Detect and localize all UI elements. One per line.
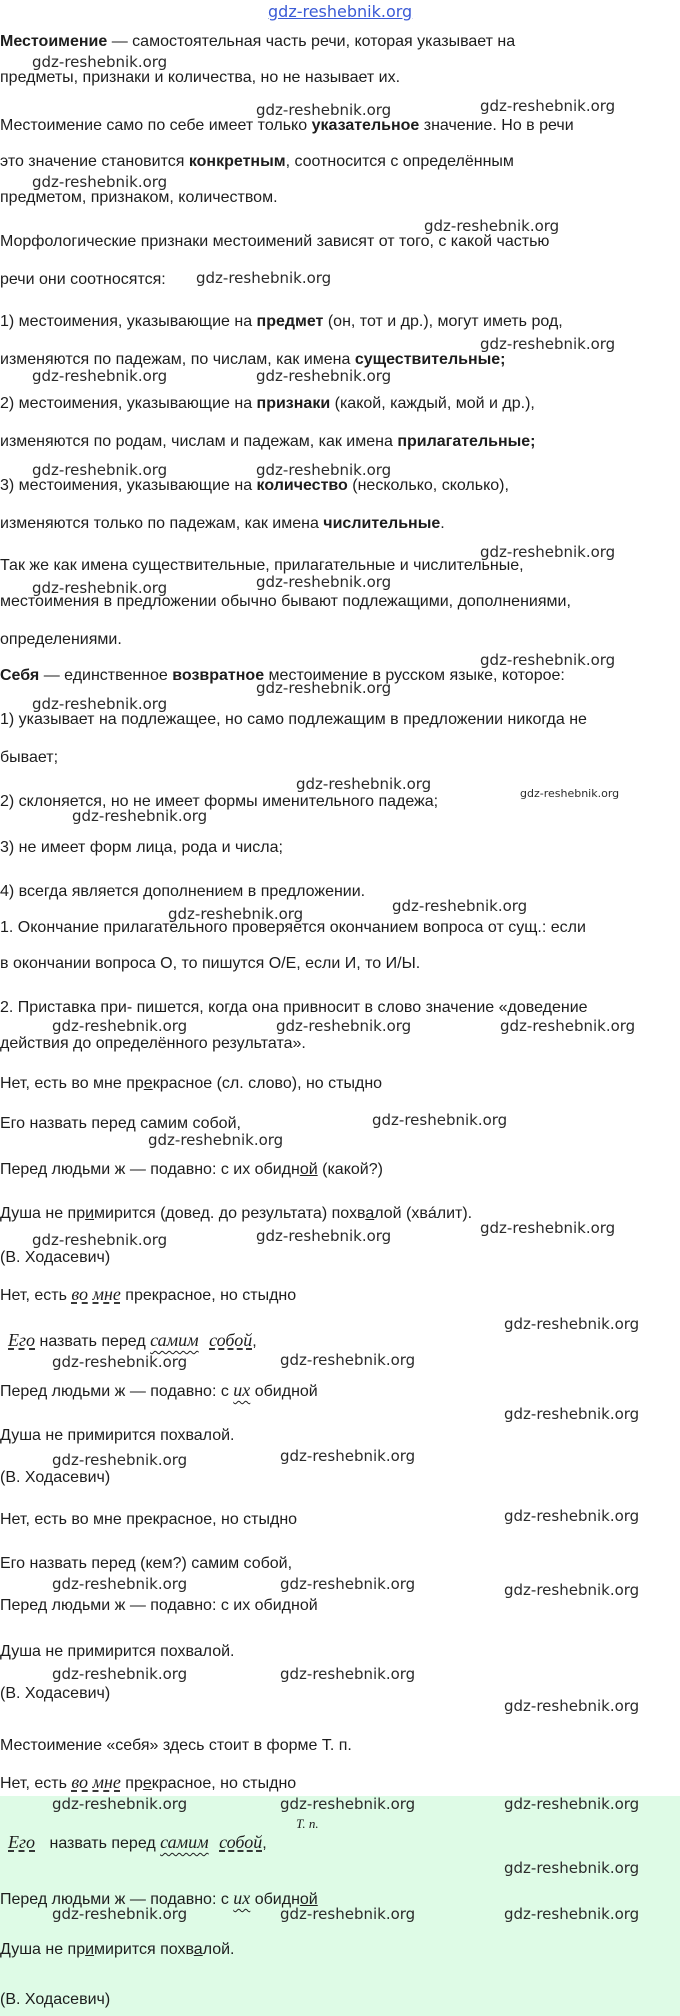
watermark: gdz-reshebnik.org <box>504 1859 640 1877</box>
text-line: изменяются по родам, числам и падежам, как имена прилагательные; <box>0 433 536 450</box>
watermark: gdz-reshebnik.org <box>276 1017 412 1035</box>
watermark: gdz-reshebnik.org <box>32 367 168 385</box>
text-line: предметом, признаком, количеством. <box>0 189 278 206</box>
poem-line: Нет, есть во мне прекрасное, но стыдно <box>0 1511 298 1528</box>
parsed-line: Его назвать перед самим собой, <box>8 1330 257 1350</box>
watermark: gdz-reshebnik.org <box>32 579 168 597</box>
text-line: 3) местоимения, указывающие на количество (несколько, сколько), <box>0 477 509 494</box>
author: (В. Ходасевич) <box>0 1249 111 1266</box>
text-line: 1. Окончание прилагательного проверяется окончанием вопроса от сущ.: если <box>0 919 586 936</box>
watermark: gdz-reshebnik.org <box>280 1447 416 1465</box>
text-line: Местоимение само по себе имеет только указательное значение. Но в речи <box>0 117 574 134</box>
top-watermark-link[interactable]: gdz-reshebnik.org <box>268 2 413 21</box>
case-label: Т. п. <box>296 1816 319 1831</box>
poem-line: Душа не примирится похвалой. <box>0 1643 235 1660</box>
watermark: gdz-reshebnik.org <box>480 335 616 353</box>
parsed-line: Нет, есть во мне прекрасное, но стыдно <box>0 1772 297 1792</box>
text-line: Себя — единственное возвратное местоимение в русском языке, которое: <box>0 667 565 684</box>
text-line: в окончании вопроса О, то пишутся О/Е, если И, то И/Ы. <box>0 955 421 972</box>
parsed-line: Его назвать перед самим собой, <box>8 1832 267 1852</box>
watermark: gdz-reshebnik.org <box>196 269 332 287</box>
text-line: 2. Приставка при- пишется, когда она привносит в слово значение «доведение <box>0 999 588 1016</box>
watermark: gdz-reshebnik.org <box>520 787 620 800</box>
watermark: gdz-reshebnik.org <box>52 1905 188 1923</box>
author: (В. Ходасевич) <box>0 1991 111 2008</box>
parsed-line: Душа не примирится похвалой. <box>0 1427 235 1444</box>
watermark: gdz-reshebnik.org <box>504 1507 640 1525</box>
text-line: действия до определённого результата». <box>0 1035 306 1052</box>
watermark: gdz-reshebnik.org <box>148 1131 284 1149</box>
watermark: gdz-reshebnik.org <box>256 367 392 385</box>
poem-line: Его назвать перед (кем?) самим собой, <box>0 1555 293 1572</box>
text-line: Местоимение — самостоятельная часть речи, которая указывает на <box>0 33 516 50</box>
watermark: gdz-reshebnik.org <box>504 1405 640 1423</box>
watermark: gdz-reshebnik.org <box>504 1581 640 1599</box>
text-line: Так же как имена существительные, прилагательные и числительные, <box>0 557 524 574</box>
text-line: 3) не имеет форм лица, рода и числа; <box>0 839 283 856</box>
watermark: gdz-reshebnik.org <box>256 101 392 119</box>
watermark: gdz-reshebnik.org <box>72 807 208 825</box>
watermark: gdz-reshebnik.org <box>256 1227 392 1245</box>
watermark: gdz-reshebnik.org <box>424 217 560 235</box>
watermark: gdz-reshebnik.org <box>32 461 168 479</box>
poem-line: Нет, есть во мне прекрасное (сл. слово), но стыдно <box>0 1075 383 1092</box>
watermark: gdz-reshebnik.org <box>256 573 392 591</box>
watermark: gdz-reshebnik.org <box>504 1795 640 1813</box>
watermark: gdz-reshebnik.org <box>32 173 168 191</box>
watermark: gdz-reshebnik.org <box>52 1017 188 1035</box>
watermark: gdz-reshebnik.org <box>256 461 392 479</box>
watermark: gdz-reshebnik.org <box>168 905 304 923</box>
text-line: это значение становится конкретным, соотносится с определённым <box>0 153 514 170</box>
parsed-line: Перед людьми ж — подавно: с их обидной <box>0 1888 318 1908</box>
watermark: gdz-reshebnik.org <box>280 1665 416 1683</box>
watermark: gdz-reshebnik.org <box>480 651 616 669</box>
text-line: бывает; <box>0 749 59 766</box>
watermark: gdz-reshebnik.org <box>392 897 528 915</box>
watermark: gdz-reshebnik.org <box>504 1697 640 1715</box>
poem-line: Перед людьми ж — подавно: с их обидной <box>0 1597 318 1614</box>
watermark: gdz-reshebnik.org <box>504 1905 640 1923</box>
parsed-line: Нет, есть во мне прекрасное, но стыдно <box>0 1284 297 1304</box>
author: (В. Ходасевич) <box>0 1469 111 1486</box>
watermark: gdz-reshebnik.org <box>52 1665 188 1683</box>
text-line: изменяются только по падежам, как имена числительные. <box>0 515 445 532</box>
watermark: gdz-reshebnik.org <box>52 1451 188 1469</box>
watermark: gdz-reshebnik.org <box>52 1575 188 1593</box>
text-line: 1) указывает на подлежащее, но само подлежащим в предложении никогда не <box>0 711 587 728</box>
text-line: предметы, признаки и количества, но не называет их. <box>0 69 401 86</box>
watermark: gdz-reshebnik.org <box>32 1231 168 1249</box>
parsed-line: Перед людьми ж — подавно: с их обидной <box>0 1380 318 1400</box>
poem-line: Душа не примирится (довед. до результата) похвалой (хвáлит). <box>0 1205 473 1222</box>
text-line: Морфологические признаки местоимений зависят от того, с какой частью <box>0 233 550 250</box>
watermark: gdz-reshebnik.org <box>280 1351 416 1369</box>
poem-line: Его назвать перед самим собой, <box>0 1115 241 1132</box>
watermark: gdz-reshebnik.org <box>256 679 392 697</box>
watermark: gdz-reshebnik.org <box>504 1315 640 1333</box>
watermark: gdz-reshebnik.org <box>52 1353 188 1371</box>
watermark: gdz-reshebnik.org <box>296 775 432 793</box>
text-line: 1) местоимения, указывающие на предмет (он, тот и др.), могут иметь род, <box>0 313 563 330</box>
watermark: gdz-reshebnik.org <box>280 1575 416 1593</box>
text-line: изменяются по падежам, по числам, как имена существительные; <box>0 351 506 368</box>
watermark: gdz-reshebnik.org <box>280 1795 416 1813</box>
watermark: gdz-reshebnik.org <box>480 543 616 561</box>
watermark: gdz-reshebnik.org <box>32 695 168 713</box>
text-line: определениями. <box>0 631 122 648</box>
text-line: Местоимение «себя» здесь стоит в форме Т. п. <box>0 1737 352 1754</box>
text-line: 4) всегда является дополнением в предложении. <box>0 883 366 900</box>
text-line: 2) местоимения, указывающие на признаки (какой, каждый, мой и др.), <box>0 395 535 412</box>
text-line: речи они соотносятся: <box>0 271 166 288</box>
parsed-line: Душа не примирится похвалой. <box>0 1941 235 1958</box>
watermark: gdz-reshebnik.org <box>500 1017 636 1035</box>
watermark: gdz-reshebnik.org <box>32 53 168 71</box>
watermark: gdz-reshebnik.org <box>52 1795 188 1813</box>
author: (В. Ходасевич) <box>0 1685 111 1702</box>
watermark: gdz-reshebnik.org <box>480 97 616 115</box>
poem-line: Перед людьми ж — подавно: с их обидной (какой?) <box>0 1161 383 1178</box>
text-line: местоимения в предложении обычно бывают подлежащими, дополнениями, <box>0 593 571 610</box>
watermark: gdz-reshebnik.org <box>372 1111 508 1129</box>
watermark: gdz-reshebnik.org <box>280 1905 416 1923</box>
watermark: gdz-reshebnik.org <box>480 1219 616 1237</box>
text-line: 2) склоняется, но не имеет формы именительного падежа; <box>0 793 439 810</box>
